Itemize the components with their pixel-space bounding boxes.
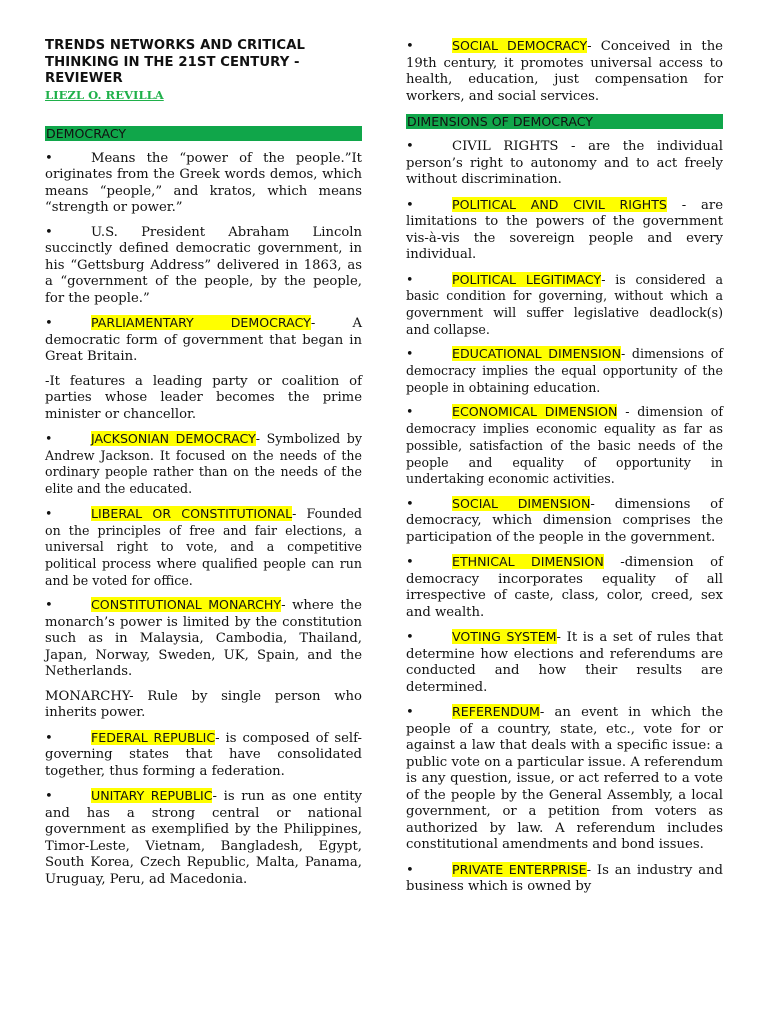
paragraph-voting-system	[406, 629, 723, 696]
paragraph-text: - dimensions of democracy, which dimension comprises the participation of the people in the government.	[406, 496, 724, 545]
paragraph-ethnical-dimension	[406, 554, 723, 621]
paragraph-jacksonian	[45, 431, 362, 498]
paragraph-economical-dimension	[406, 404, 723, 488]
paragraph-text: - Symbolized by Andrew Jackson. It focused on the needs of the ordinary people rather than on the needs of the elite and the educated.	[45, 431, 362, 497]
bullet: •	[406, 346, 414, 362]
highlighted-term: CONSTITUTIONAL MONARCHY	[91, 597, 282, 613]
bullet: •	[45, 150, 53, 166]
bullet: •	[406, 139, 414, 154]
paragraph-social-democracy	[406, 38, 723, 105]
paragraph-leading-party: -It features a leading party or coalition of parties whose leader becomes the prime minister or chancellor.	[45, 373, 362, 422]
paragraph-text: Means the “power of the people.”It originates from the Greek words demos, which means “people,” and kratos, which means “strength or power.”	[45, 150, 362, 215]
paragraph-referendum	[406, 704, 723, 854]
paragraph-text: - dimensions of democracy implies the equal opportunity of the people in obtaining education.	[406, 346, 723, 395]
paragraph-political-civil-rights	[406, 197, 723, 264]
highlighted-term: REFERENDUM	[452, 704, 540, 720]
highlighted-term: POLITICAL LEGITIMACY	[452, 271, 602, 287]
paragraph-text: - is considered a basic condition for governing, without which a government will suffer legislative deadlock(s) and collapse.	[406, 271, 723, 337]
right-column	[406, 38, 723, 904]
title-line: REVIEWER	[45, 71, 123, 86]
bullet: •	[45, 789, 53, 805]
title-line: TRENDS NETWORKS AND CRITICAL	[45, 38, 306, 53]
paragraph-social-dimension	[406, 496, 723, 547]
highlighted-term: SOCIAL DIMENSION	[452, 495, 591, 511]
bullet: •	[406, 496, 414, 512]
paragraph-text: - Is an industry and business which is owned by	[406, 862, 723, 895]
highlighted-term: UNITARY REPUBLIC	[91, 788, 213, 804]
paragraph-text: - is composed of self- governing states that have consolidated together, thus forming a federation.	[45, 730, 362, 779]
paragraph-text: - It is a set of rules that determine how elections and referendums are conducted and how their results are determined.	[406, 630, 724, 695]
paragraph-text: - is run as one entity and has a strong central or national government as exemplified by the Philippines, Timor-Leste, Vietnam, Bangladesh, Egypt, South Korea, Czech Republic, Malta, Panama, Uruguay, Peru, ad Macedonia.	[45, 789, 362, 887]
highlighted-term: ECONOMICAL DIMENSION	[452, 404, 618, 420]
bullet: •	[406, 862, 414, 878]
highlighted-term: VOTING SYSTEM	[452, 629, 557, 645]
highlighted-term: PRIVATE ENTERPRISE	[452, 861, 587, 877]
highlighted-term: EDUCATIONAL DIMENSION	[452, 346, 621, 362]
bullet: •	[45, 505, 53, 521]
bullet: •	[45, 316, 53, 331]
paragraph-unitary-republic	[45, 788, 362, 888]
highlighted-term: LIBERAL OR CONSTITUTIONAL	[91, 505, 293, 521]
section-header-dimensions: DIMENSIONS OF DEMOCRACY	[406, 114, 723, 129]
paragraph-text: - A democratic form of government that began in Great Britain.	[45, 316, 363, 364]
bullet: •	[406, 271, 414, 287]
paragraph-text: - Founded on the principles of free and fair elections, a universal right to vote, and a competitive political process where qualified people can run and be voted for office.	[45, 505, 362, 588]
bullet: •	[45, 224, 53, 240]
bullet: •	[406, 197, 414, 213]
bullet: •	[45, 730, 53, 746]
paragraph-democracy-definition	[45, 151, 362, 217]
paragraph-civil-rights	[406, 139, 723, 189]
highlighted-term: JACKSONIAN DEMOCRACY	[91, 431, 256, 446]
author-name: LIEZL O. REVILLA	[45, 87, 164, 102]
highlighted-term: ETHNICAL DIMENSION	[452, 554, 604, 570]
title-line: THINKING IN THE 21ST CENTURY -	[45, 54, 300, 70]
highlighted-term: PARLIAMENTARY DEMOCRACY	[91, 315, 311, 330]
paragraph-educational-dimension	[406, 346, 723, 396]
paragraph-text: -dimension of democracy incorporates equality of all irrespective of caste, class, color, creed, sex and wealth.	[406, 555, 723, 620]
paragraph-text: - an event in which the people of a country, state, etc., vote for or against a law that deals with a specific issue: a public vote on a particular issue. A referendum is any question, issue, or act referred to a vote of the people by the General Assembly, a local government, or a petition from voters as authorized by law. A referendum includes constitutional amendments and bond issues.	[406, 705, 723, 853]
paragraph-text: - where the monarch’s power is limited by the constitution such as in Malaysia, Cambodia, Thailand, Japan, Norway, Sweden, UK, Spain, and the Netherlands.	[45, 598, 362, 680]
paragraph-text: - dimension of democracy implies economic equality as far as possible, satisfaction of the basic needs of the people and equality of opportunity in undertaking economic activities.	[406, 404, 723, 487]
paragraph-lincoln	[45, 225, 362, 308]
paragraph-parliamentary	[45, 315, 362, 366]
highlighted-term: FEDERAL REPUBLIC	[91, 729, 216, 745]
document-title	[45, 38, 362, 88]
paragraph-monarchy: MONARCHY- Rule by single person who inherits power.	[45, 688, 362, 721]
highlighted-term: POLITICAL AND CIVIL RIGHTS	[452, 196, 667, 212]
paragraph-text: - are limitations to the powers of the government vis-à-vis the sovereign people and every individual.	[406, 197, 724, 262]
bullet: •	[45, 598, 53, 614]
paragraph-text: CIVIL RIGHTS - are the individual person’s right to autonomy and to act freely without discrimination.	[406, 139, 723, 187]
bullet: •	[45, 431, 53, 446]
paragraph-text: - Conceived in the 19th century, it promotes universal access to health, education, just compensation for workers, and social services.	[406, 39, 723, 104]
highlighted-term: SOCIAL DEMOCRACY	[452, 38, 588, 53]
left-column	[45, 38, 362, 896]
paragraph-federal-republic	[45, 730, 362, 781]
bullet: •	[406, 630, 414, 646]
paragraph-political-legitimacy	[406, 272, 723, 339]
section-header-democracy: DEMOCRACY	[45, 126, 362, 141]
bullet: •	[406, 39, 414, 54]
bullet: •	[406, 404, 414, 420]
paragraph-liberal	[45, 506, 362, 590]
bullet: •	[406, 705, 414, 721]
bullet: •	[406, 555, 414, 571]
paragraph-private-enterprise	[406, 862, 723, 896]
paragraph-constitutional-monarchy	[45, 597, 362, 681]
paragraph-text: U.S. President Abraham Lincoln succinctly defined democratic government, in his “Gettsburg Address” delivered in 1863, as a “government of the people, by the people, for the people.”	[45, 224, 362, 306]
